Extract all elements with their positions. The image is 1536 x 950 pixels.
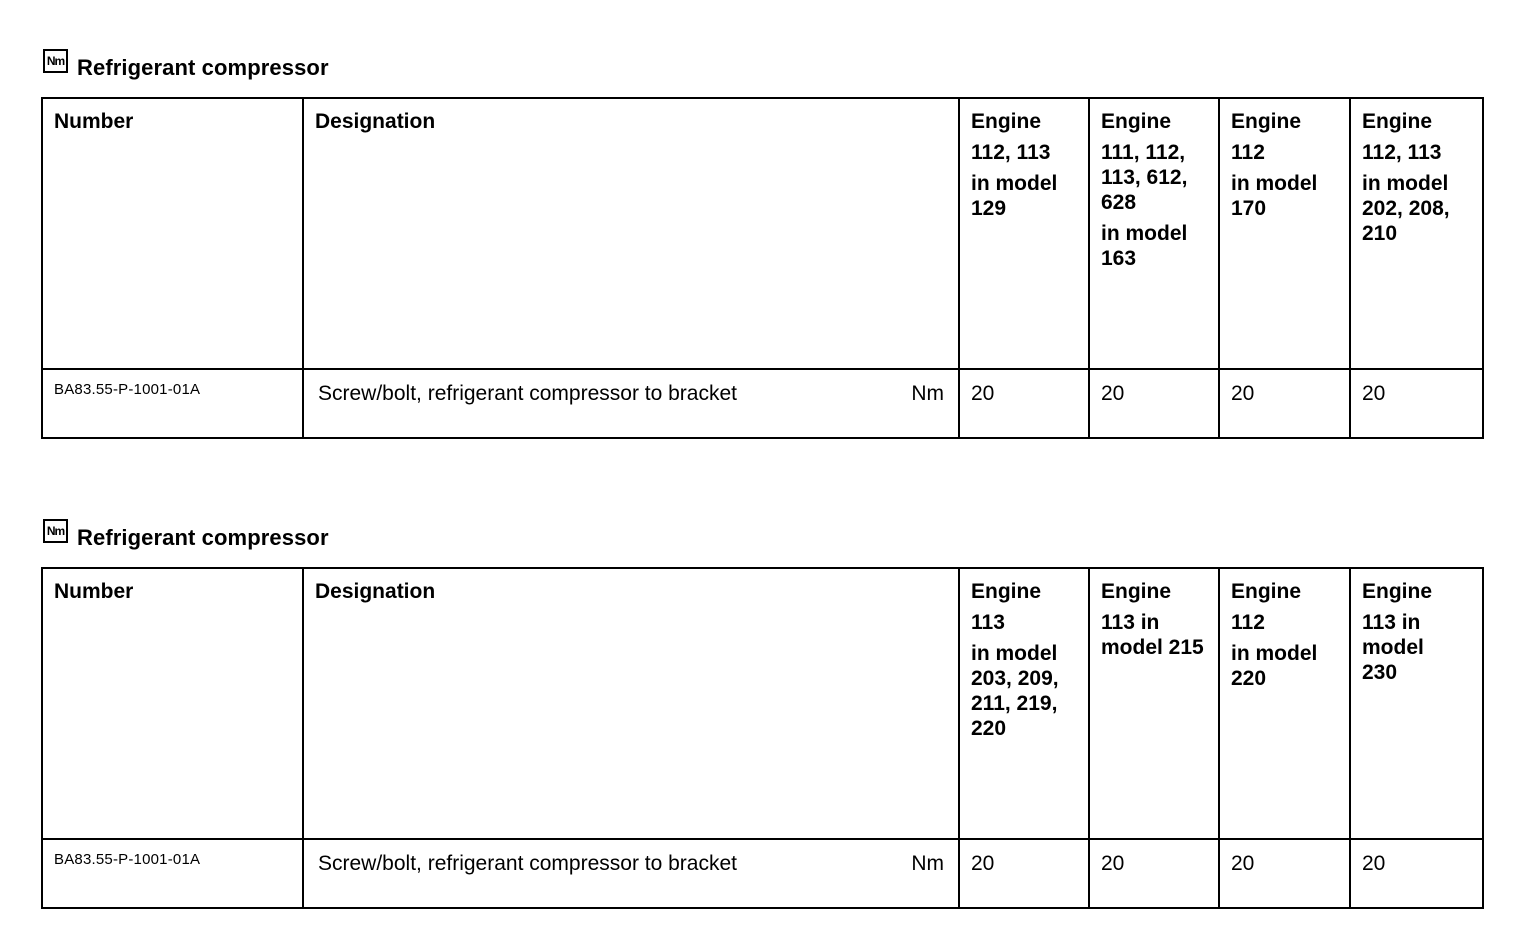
torque-nm-icon: Nm <box>43 519 68 543</box>
header-engine: Engine 113 in model 203, 209, 211, 219, 220 <box>959 568 1089 839</box>
unit-label: Nm <box>911 852 944 875</box>
torque-table <box>41 97 1484 439</box>
cell-value: 20 <box>1219 839 1350 908</box>
header-engine: Engine 113 in model 230 <box>1350 568 1483 839</box>
cell-value: 20 <box>1089 369 1219 438</box>
table-header-row <box>42 568 1483 839</box>
designation-text: Screw/bolt, refrigerant compressor to bracket <box>318 382 737 405</box>
cell-value: 20 <box>1219 369 1350 438</box>
section-heading <box>41 47 1484 97</box>
header-designation: Designation <box>303 98 959 369</box>
unit-label: Nm <box>911 382 944 405</box>
header-engine: Engine 112, 113 in model 129 <box>959 98 1089 369</box>
cell-value: 20 <box>1089 839 1219 908</box>
torque-section-1 <box>41 47 1484 439</box>
cell-designation <box>303 839 959 908</box>
table-header-row <box>42 98 1483 369</box>
table-row <box>42 369 1483 438</box>
header-engine: Engine 112, 113 in model 202, 208, 210 <box>1350 98 1483 369</box>
header-engine: Engine 112 in model 220 <box>1219 568 1350 839</box>
header-number: Number <box>42 98 303 369</box>
cell-number: BA83.55-P-1001-01A <box>42 369 303 438</box>
cell-value: 20 <box>1350 839 1483 908</box>
header-engine: Engine 112 in model 170 <box>1219 98 1350 369</box>
table-row <box>42 839 1483 908</box>
designation-text: Screw/bolt, refrigerant compressor to bracket <box>318 852 737 875</box>
torque-section-2 <box>41 517 1484 909</box>
cell-number: BA83.55-P-1001-01A <box>42 839 303 908</box>
section-title: Refrigerant compressor <box>77 55 329 80</box>
torque-nm-icon: Nm <box>43 49 68 73</box>
torque-table <box>41 567 1484 909</box>
cell-value: 20 <box>959 369 1089 438</box>
header-engine: Engine 111, 112, 113, 612, 628 in model 163 <box>1089 98 1219 369</box>
section-heading <box>41 517 1484 567</box>
cell-value: 20 <box>959 839 1089 908</box>
header-designation: Designation <box>303 568 959 839</box>
header-engine: Engine 113 in model 215 <box>1089 568 1219 839</box>
header-number: Number <box>42 568 303 839</box>
cell-designation <box>303 369 959 438</box>
cell-value: 20 <box>1350 369 1483 438</box>
section-title: Refrigerant compressor <box>77 525 329 550</box>
